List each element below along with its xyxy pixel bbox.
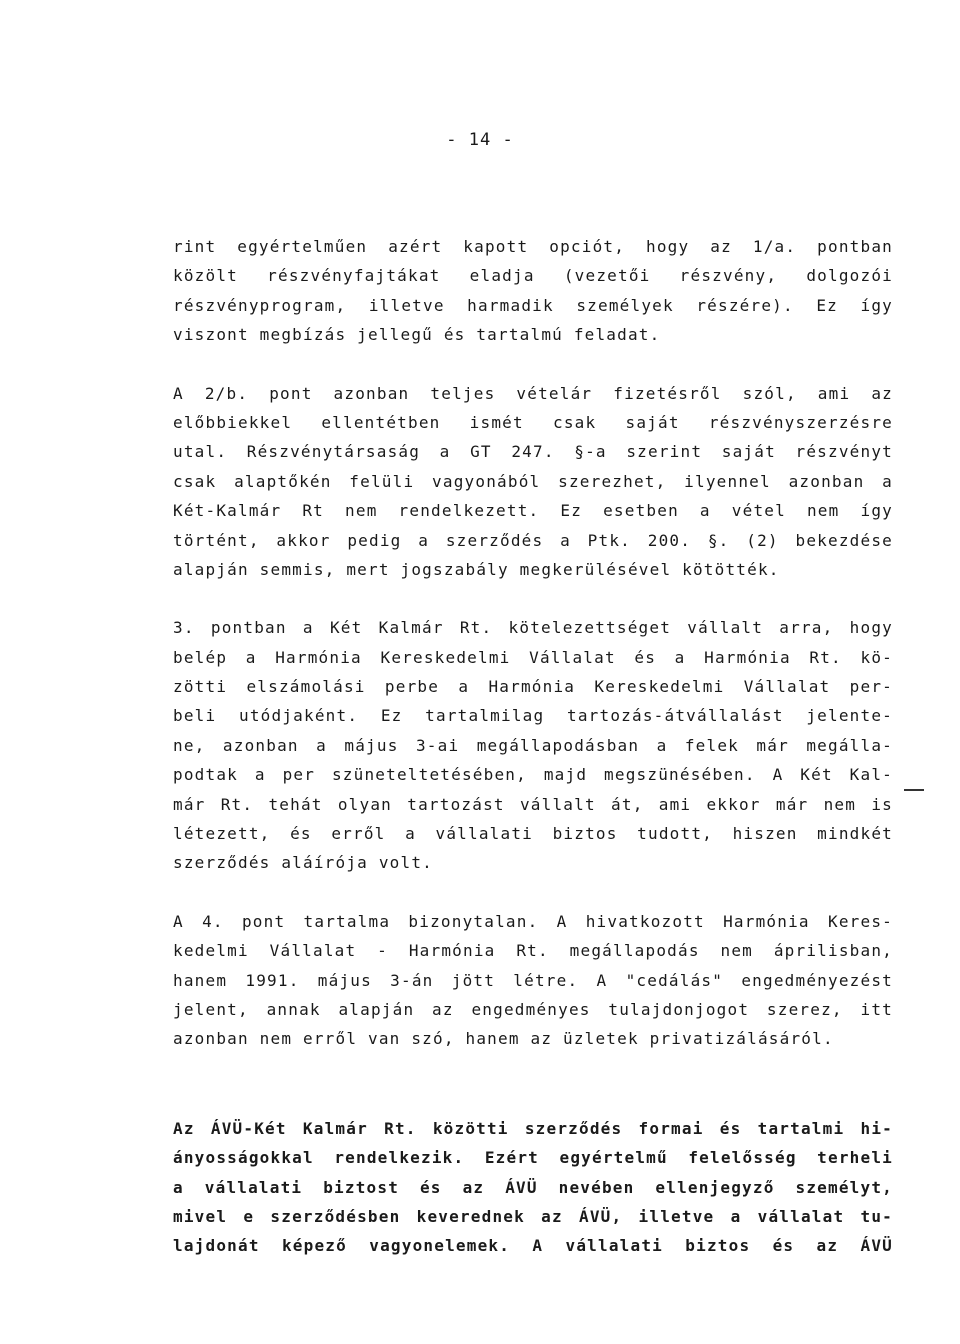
text-line: jelent, annak alapján az engedményes tulajdonjogot szerez, itt — [173, 999, 893, 1019]
text-line: létezett, és erről a vállalati biztos tudott, hiszen mindkét — [173, 824, 893, 844]
text-line: mivel e szerződésben keverednek az ÁVÜ, illetve a vállalat tu- — [173, 1206, 893, 1226]
text-line: hanem 1991. május 3-án jött létre. A "cedálás" engedményezést — [173, 970, 893, 990]
text-line: azonban nem erről van szó, hanem az üzletek privatizálásáról. — [173, 1029, 834, 1049]
text-line: lajdonát képező vagyonelemek. A vállalati biztos és az ÁVÜ — [173, 1236, 893, 1256]
text-line: ányosságokkal rendelkezik. Ezért egyértelmű felelősség terheli — [173, 1148, 893, 1168]
text-line: történt, akkor pedig a szerződés a Ptk. 200. §. (2) bekezdése — [173, 530, 893, 550]
text-line: ne, azonban a május 3-ai megállapodásban a felek már megálla- — [173, 735, 893, 755]
paragraph-opcio — [173, 232, 893, 350]
text-line: beli utódjaként. Ez tartalmilag tartozás-átvállalást jelente- — [173, 706, 893, 726]
paragraph-conclusion — [173, 1114, 893, 1261]
margin-dash-mark — [904, 789, 924, 791]
text-line: zötti elszámolási perbe a Harmónia Kereskedelmi Vállalat per- — [173, 677, 893, 697]
text-line: alapján semmis, mert jogszabály megkerülésével kötötték. — [173, 559, 780, 579]
text-line: csak alaptőkén felüli vagyonából szerezhet, ilyennel azonban a — [173, 471, 893, 491]
text-line: A 4. pont tartalma bizonytalan. A hivatkozott Harmónia Keres- — [173, 911, 893, 931]
text-line: előbbiekkel ellentétben ismét csak saját részvényszerzésre — [173, 412, 893, 432]
text-line: már Rt. tehát olyan tartozást vállalt át, ami ekkor már nem is — [173, 794, 893, 814]
paragraph-4 — [173, 907, 893, 1054]
paragraph-2b — [173, 379, 893, 585]
text-line: részvényprogram, illetve harmadik személyek részére). Ez így — [173, 295, 893, 315]
document-body — [173, 232, 893, 1261]
text-line: közölt részvényfajtákat eladja (vezetői részvény, dolgozói — [173, 266, 893, 286]
text-line: szerződés aláírója volt. — [173, 853, 433, 873]
text-line: a vállalati biztost és az ÁVÜ nevében ellenjegyző személyt, — [173, 1177, 893, 1197]
text-line: kedelmi Vállalat - Harmónia Rt. megállapodás nem áprilisban, — [173, 941, 893, 961]
text-line: belép a Harmónia Kereskedelmi Vállalat és a Harmónia Rt. kö- — [173, 647, 893, 667]
text-line: rint egyértelműen azért kapott opciót, hogy az 1/a. pontban — [173, 237, 893, 256]
text-line: podtak a per szüneteltetésében, majd megszünésében. A Két Kal- — [173, 765, 893, 785]
text-line: Az ÁVÜ-Két Kalmár Rt. közötti szerződés formai és tartalmi hi- — [173, 1118, 893, 1138]
text-line: viszont megbízás jellegű és tartalmú feladat. — [173, 325, 661, 345]
text-line: 3. pontban a Két Kalmár Rt. kötelezettséget vállalt arra, hogy — [173, 618, 893, 638]
page-number: - 14 - — [446, 130, 514, 150]
text-line: A 2/b. pont azonban teljes vételár fizetésről szól, ami az — [173, 383, 893, 403]
paragraph-3 — [173, 613, 893, 878]
text-line: utal. Részvénytársaság a GT 247. §-a szerint saját részvényt — [173, 442, 893, 462]
text-line: Két-Kalmár Rt nem rendelkezett. Ez esetben a vétel nem így — [173, 501, 893, 521]
